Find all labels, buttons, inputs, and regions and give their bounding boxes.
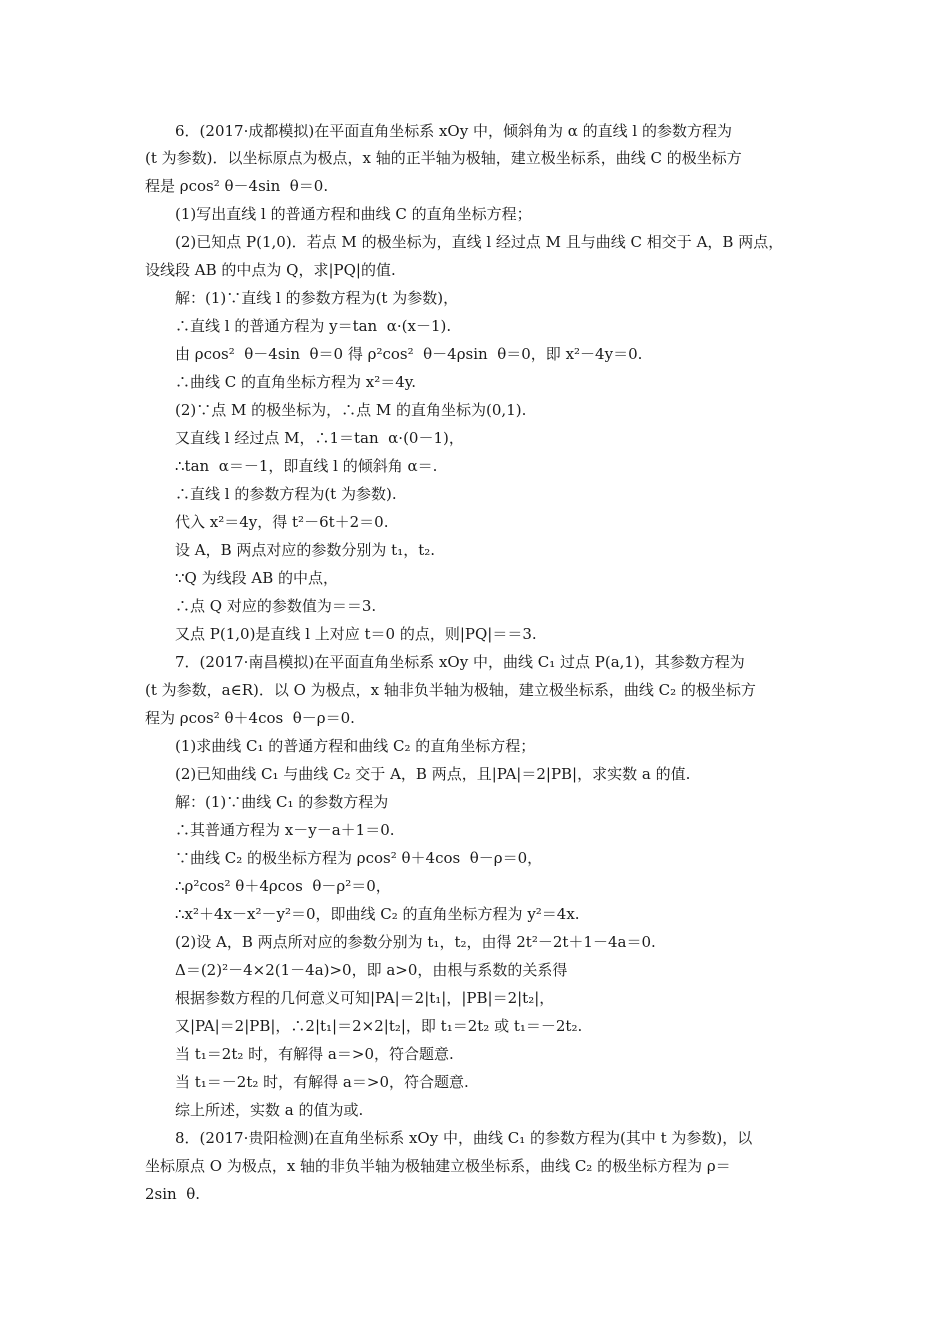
text-line: ∴tan α＝－1，即直线 l 的倾斜角 α＝. (175, 457, 438, 475)
text-line: 又|PA|＝2|PB|，∴2|t₁|＝2×2|t₂|，即 t₁＝2t₂ 或 t₁＝－2t₂. (175, 1017, 583, 1035)
text-line: 综上所述，实数 a 的值为或. (175, 1101, 364, 1119)
text-line: 又直线 l 经过点 M，∴1＝tan α·(0－1)， (175, 429, 464, 447)
text-line: 程是 ρcos² θ－4sin θ＝0. (145, 177, 329, 195)
text-line: 2sin θ. (145, 1185, 201, 1203)
text-line: 当 t₁＝－2t₂ 时，有解得 a＝>0，符合题意. (175, 1073, 469, 1091)
text-line: (2)已知曲线 C₁ 与曲线 C₂ 交于 A，B 两点，且|PA|＝2|PB|，求实数 a 的值. (175, 765, 691, 783)
text-line: ∴曲线 C 的直角坐标方程为 x²＝4y. (175, 373, 417, 391)
text-line: (t 为参数，a∈R)．以 O 为极点，x 轴非负半轴为极轴，建立极坐标系，曲线 C₂ 的极坐标方 (145, 681, 756, 699)
text-line: ∴ρ²cos² θ＋4ρcos θ－ρ²＝0， (175, 877, 391, 895)
text-line: ∴直线 l 的参数方程为(t 为参数). (175, 485, 397, 503)
text-line: (1)求曲线 C₁ 的普通方程和曲线 C₂ 的直角坐标方程； (175, 737, 536, 755)
text-line: ∴其普通方程为 x－y－a＋1＝0. (175, 821, 395, 839)
text-line: ∴点 Q 对应的参数值为＝＝3. (175, 597, 377, 615)
text-line: 设线段 AB 的中点为 Q，求|PQ|的值. (145, 261, 396, 279)
text-line: ∴直线 l 的普通方程为 y＝tan α·(x－1). (175, 317, 452, 335)
text-line: 又点 P(1,0)是直线 l 上对应 t＝0 的点，则|PQ|＝＝3. (175, 625, 537, 643)
text-line: 根据参数方程的几何意义可知|PA|＝2|t₁|，|PB|＝2|t₂|， (175, 989, 555, 1007)
text-line: 坐标原点 O 为极点，x 轴的非负半轴为极轴建立极坐标系，曲线 C₂ 的极坐标方程为 ρ＝ (145, 1157, 731, 1175)
text-line: 程为 ρcos² θ＋4cos θ－ρ＝0. (145, 709, 355, 727)
text-line: 6．(2017·成都模拟)在平面直角坐标系 xOy 中，倾斜角为 α 的直线 l 的参数方程为 (175, 122, 732, 140)
text-line: (2)设 A，B 两点所对应的参数分别为 t₁，t₂，由得 2t²－2t＋1－4a＝0. (175, 933, 656, 951)
text-line: 7．(2017·南昌模拟)在平面直角坐标系 xOy 中，曲线 C₁ 过点 P(a,1)，其参数方程为 (175, 653, 745, 671)
text-line: 代入 x²＝4y，得 t²－6t＋2＝0. (175, 513, 389, 531)
text-line: (t 为参数)．以坐标原点为极点，x 轴的正半轴为极轴，建立极坐标系，曲线 C 的极坐标方 (145, 149, 742, 167)
text-line: 当 t₁＝2t₂ 时，有解得 a＝>0，符合题意. (175, 1045, 454, 1063)
text-line: (1)写出直线 l 的普通方程和曲线 C 的直角坐标方程； (175, 205, 532, 223)
text-line: Δ＝(2)²－4×2(1－4a)>0，即 a>0，由根与系数的关系得 (175, 961, 568, 979)
text-line: 解：(1)∵直线 l 的参数方程为(t 为参数)， (175, 289, 459, 307)
text-line: ∵Q 为线段 AB 的中点， (175, 569, 339, 587)
text-line: ∵曲线 C₂ 的极坐标方程为 ρcos² θ＋4cos θ－ρ＝0， (175, 849, 543, 867)
text-line: (2)已知点 P(1,0)．若点 M 的极坐标为，直线 l 经过点 M 且与曲线 C 相交于 A，B 两点， (175, 233, 784, 251)
text-line: 由 ρcos² θ－4sin θ＝0 得 ρ²cos² θ－4ρsin θ＝0，即 x²－4y＝0. (175, 345, 643, 363)
text-line: (2)∵点 M 的极坐标为，∴点 M 的直角坐标为(0,1). (175, 401, 527, 419)
text-line: 解：(1)∵曲线 C₁ 的参数方程为 (175, 793, 389, 811)
text-line: 8．(2017·贵阳检测)在直角坐标系 xOy 中，曲线 C₁ 的参数方程为(其中 t 为参数)，以 (175, 1129, 753, 1147)
text-line: 设 A，B 两点对应的参数分别为 t₁，t₂. (175, 541, 436, 559)
text-line: ∴x²＋4x－x²－y²＝0，即曲线 C₂ 的直角坐标方程为 y²＝4x. (175, 905, 580, 923)
